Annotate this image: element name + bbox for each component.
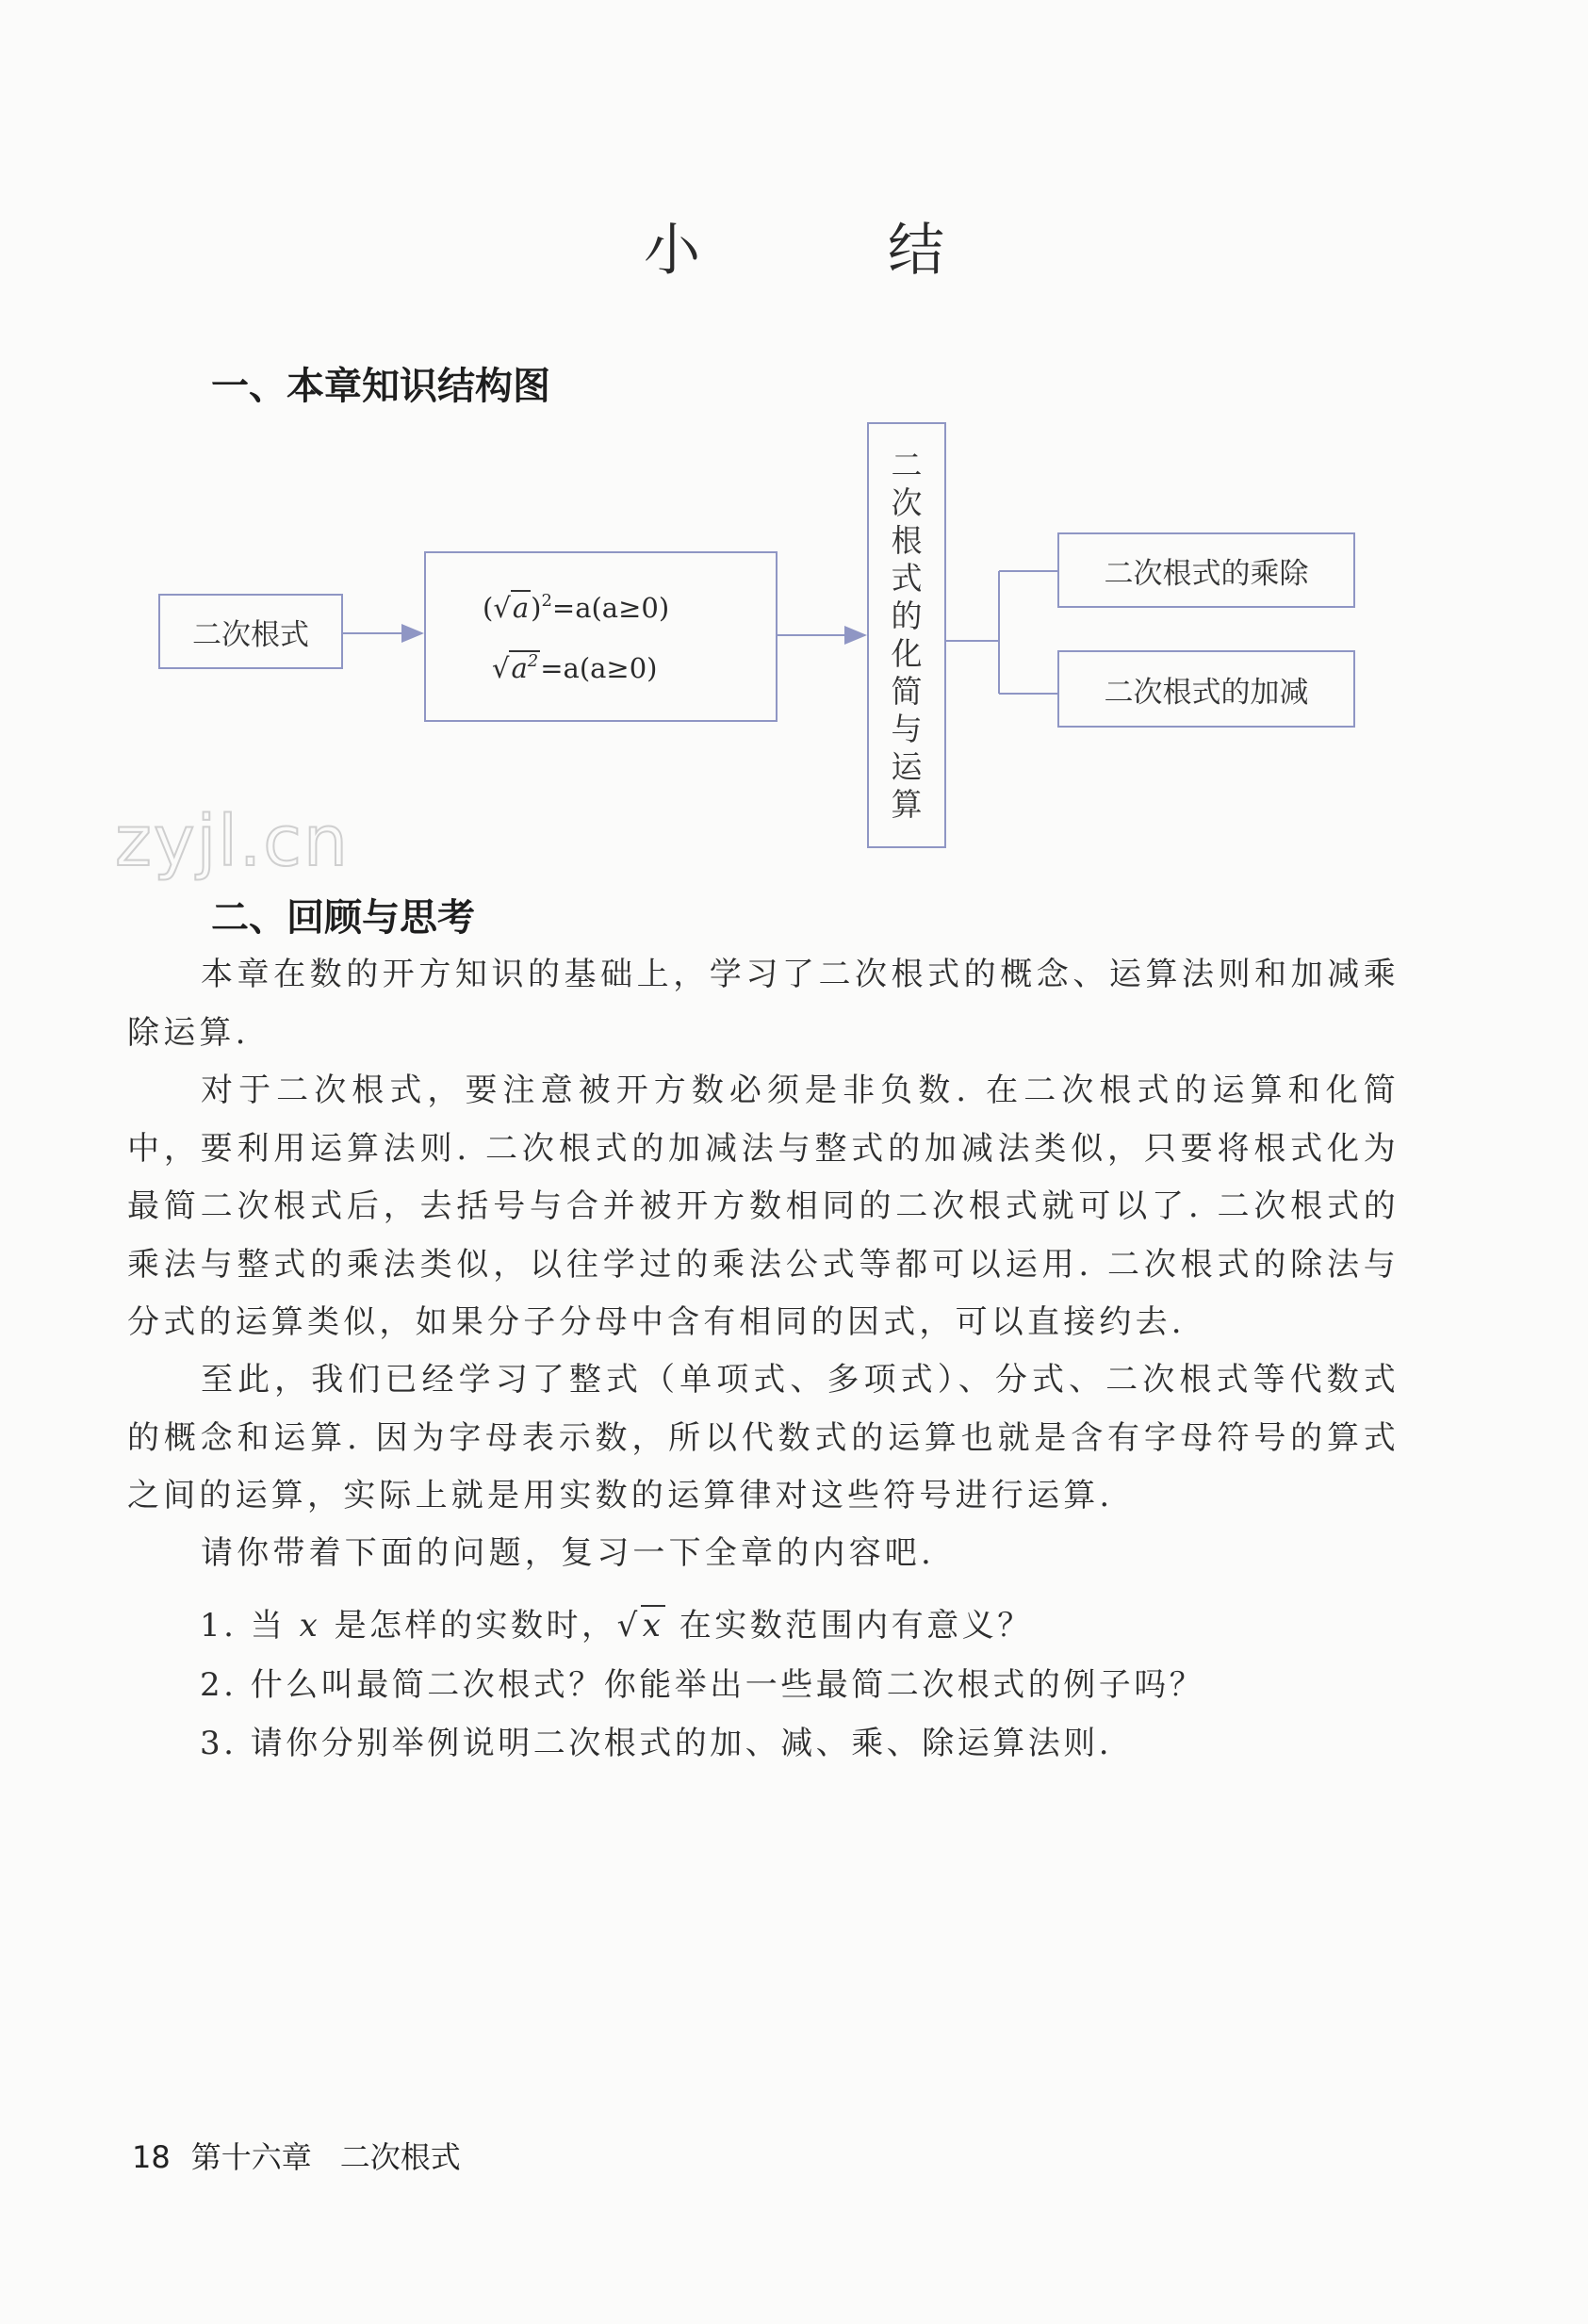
mul-div-box xyxy=(1057,532,1355,608)
operations-char: 化 xyxy=(891,635,923,672)
question-2: 2. 什么叫最简二次根式？你能举出一些最简二次根式的例子吗？ xyxy=(200,1666,1205,1704)
operations-char: 二 xyxy=(891,447,923,483)
operations-char: 根 xyxy=(891,522,923,559)
operations-char: 运 xyxy=(891,748,923,785)
radicand-base: a xyxy=(511,652,528,684)
page-title: 小 结 xyxy=(643,218,1030,284)
section-heading-review: 二、回顾与思考 xyxy=(211,896,475,940)
operations-char: 式 xyxy=(891,560,923,597)
operations-char: 简 xyxy=(891,673,923,710)
question-1 xyxy=(200,1599,1033,1645)
concept-box xyxy=(158,594,343,669)
chapter-number: 第十六章 xyxy=(190,2139,312,2175)
page-footer xyxy=(132,2134,461,2177)
page-number: 18 xyxy=(132,2139,171,2175)
question-1-suffix: 在实数范围内有意义？ xyxy=(679,1607,1033,1645)
property-formula-2 xyxy=(492,651,658,684)
section-heading-structure: 一、本章知识结构图 xyxy=(211,365,550,408)
property-2-result: =a(a≥0) xyxy=(540,652,658,684)
paragraph: 本章在数的开方知识的基础上，学习了二次根式的概念、运算法则和加减乘除运算. xyxy=(127,956,1400,1052)
property-1-result: =a(a≥0) xyxy=(551,592,670,624)
question-1-prefix: 1. 当 xyxy=(200,1607,286,1645)
paragraph: 请你带着下面的问题，复习一下全章的内容吧. xyxy=(201,1534,936,1572)
radicand-a-squared xyxy=(509,650,540,684)
question-3: 3. 请你分别举例说明二次根式的加、减、乘、除运算法则. xyxy=(200,1725,1113,1762)
sqrt-symbol: √ xyxy=(493,592,511,624)
paragraph: 至此，我们已经学习了整式（单项式、多项式）、分式、二次根式等代数式的概念和运算. 因为字母表示数，所以代数式的运算也就是含有字母符号的算式之间的运算，实际上就是用实数的运算律对这些符号进行运算. xyxy=(127,1361,1400,1514)
paragraph: 对于二次根式，要注意被开方数必须是非负数. 在二次根式的运算和化简中，要利用运算法则. 二次根式的加减法与整式的加减法类似，只要将根式化为最简二次根式后，去括号与合并被开方数相同的二次根式就可以了. 二次根式的乘法与整式的乘法类似，以往学过的乘法公式等都可以运用. 二次根式的除法与分式的运算类似，如果分子分母中含有相同的因式，可以直接约去. xyxy=(127,1072,1400,1341)
operations-box xyxy=(867,422,946,848)
operations-char: 次 xyxy=(891,484,923,521)
property-formula-1 xyxy=(483,591,669,624)
watermark: zyjl.cn xyxy=(115,801,350,882)
exponent: 2 xyxy=(527,651,539,671)
paren-close: ) xyxy=(531,592,542,624)
exponent: 2 xyxy=(541,591,552,611)
add-sub-label: 二次根式的加减 xyxy=(1104,675,1309,710)
concept-label: 二次根式 xyxy=(192,617,309,652)
paren-open: ( xyxy=(483,592,494,624)
operations-char: 与 xyxy=(891,711,923,747)
mul-div-label: 二次根式的乘除 xyxy=(1104,556,1309,591)
radicand-x: x xyxy=(642,1607,664,1645)
operations-char: 算 xyxy=(891,786,923,823)
variable-x: x xyxy=(299,1607,321,1645)
operations-char: 的 xyxy=(891,597,923,634)
add-sub-box xyxy=(1057,650,1355,728)
sqrt-symbol: √ xyxy=(616,1607,641,1645)
properties-box xyxy=(424,551,778,722)
question-1-mid: 是怎样的实数时， xyxy=(334,1607,617,1645)
radicand-a: a xyxy=(512,592,530,624)
chapter-title: 二次根式 xyxy=(339,2139,461,2175)
sqrt-symbol: √ xyxy=(492,652,510,684)
